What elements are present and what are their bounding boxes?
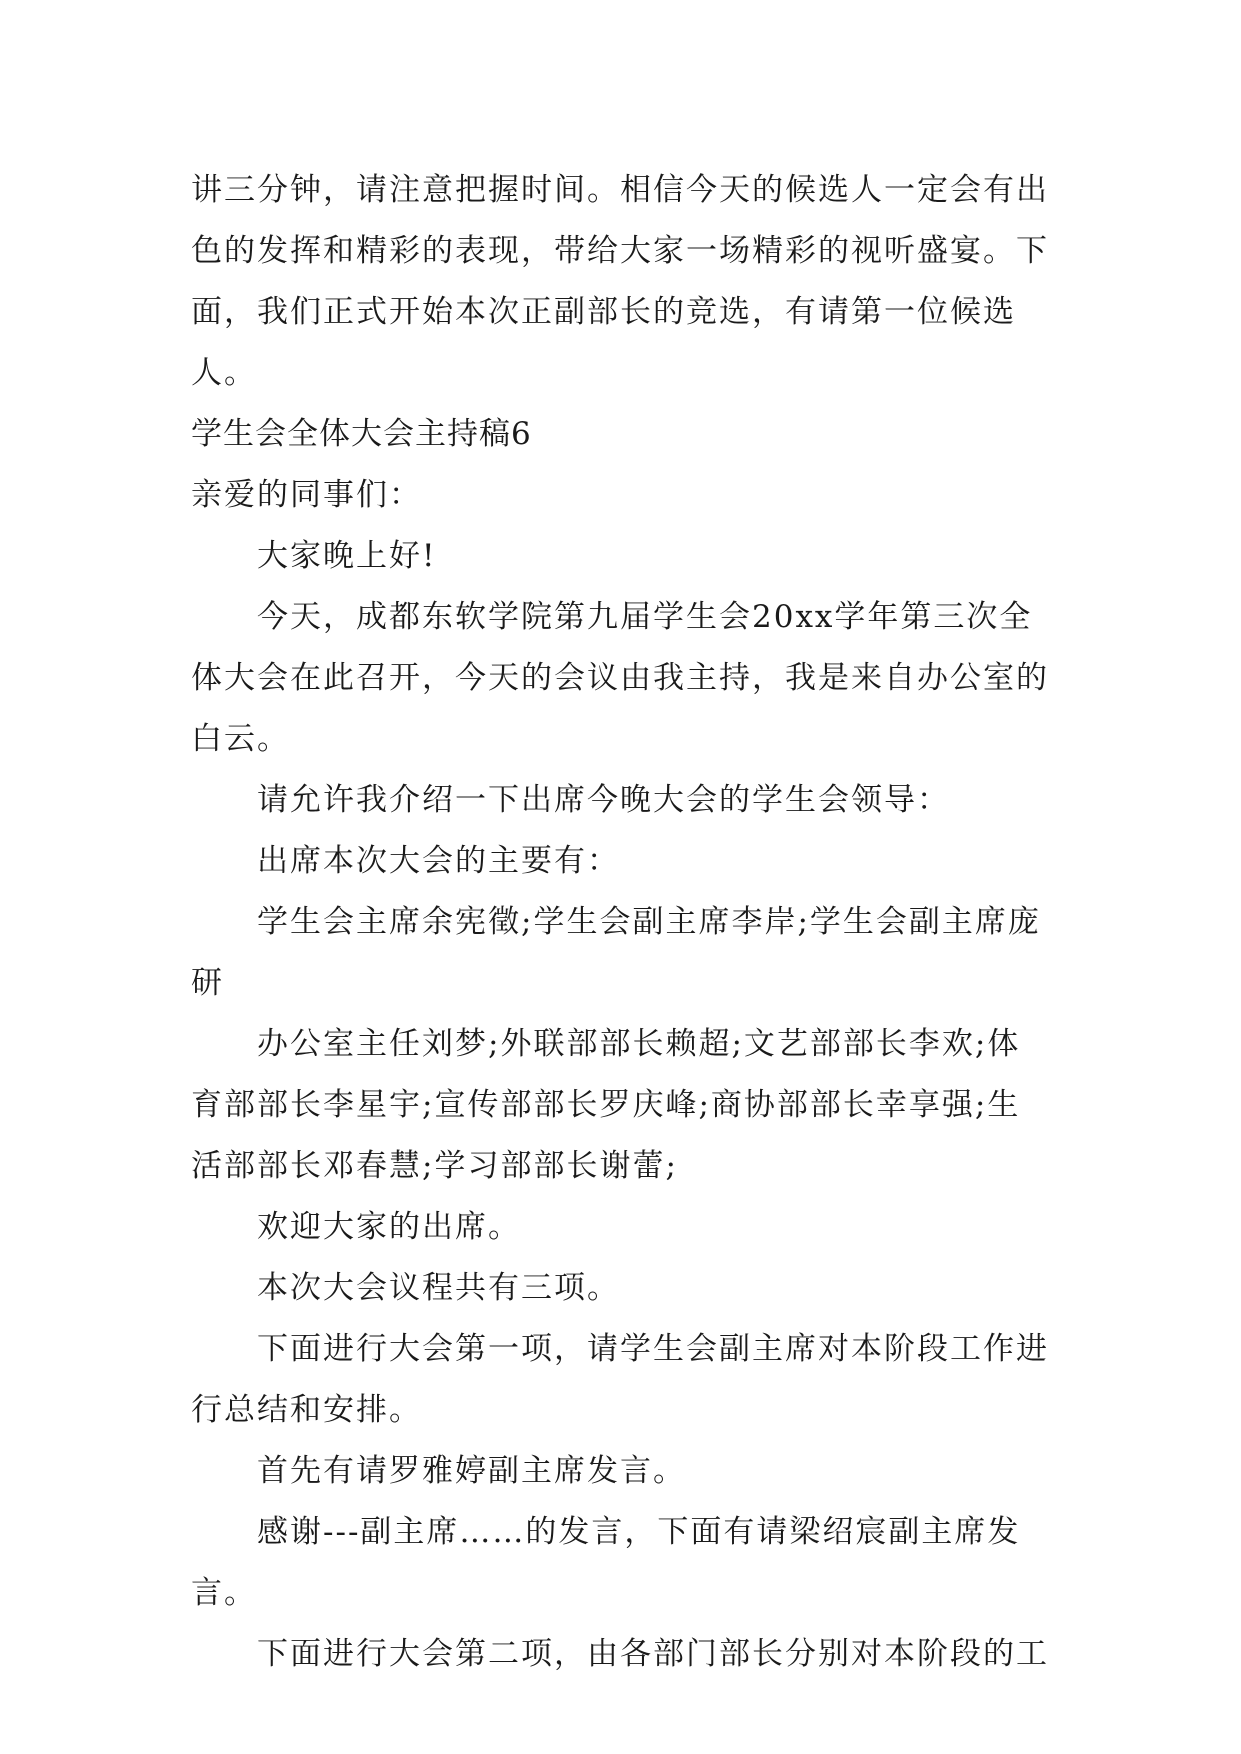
paragraph-agenda-item-1: 下面进行大会第一项，请学生会副主席对本阶段工作进行总结和安排。: [191, 1331, 1049, 1428]
greeting: 大家晚上好!: [257, 538, 437, 574]
paragraph-presidents: 学生会主席余宪徵;学生会副主席李岸;学生会副主席庞研: [191, 904, 1041, 1001]
paragraph-agenda: 本次大会议程共有三项。: [257, 1270, 620, 1306]
paragraph-attendees-intro: 出席本次大会的主要有：: [257, 843, 620, 879]
salutation: 亲爱的同事们：: [191, 477, 422, 513]
document-body: [191, 160, 1051, 1685]
paragraph-intro-continuation: 讲三分钟，请注意把握时间。相信今天的候选人一定会有出色的发挥和精彩的表现，带给大家一场精彩的视听盛宴。下面，我们正式开始本次正副部长的竞选，有请第一位候选人。: [191, 172, 1049, 391]
paragraph-introduce-leaders: 请允许我介绍一下出席今晚大会的学生会领导：: [257, 782, 950, 818]
paragraph-first-speaker: 首先有请罗雅婷副主席发言。: [257, 1453, 686, 1489]
paragraph-agenda-item-2: 下面进行大会第二项，由各部门部长分别对本阶段的工: [257, 1636, 1049, 1672]
section-heading: 学生会全体大会主持稿6: [191, 416, 532, 452]
paragraph-department-heads: 办公室主任刘梦;外联部部长赖超;文艺部部长李欢;体育部部长李星宇;宣传部部长罗庆峰;商协部部长幸享强;生活部部长邓春慧;学习部部长谢蕾;: [191, 1026, 1021, 1184]
paragraph-opening: 今天，成都东软学院第九届学生会20xx学年第三次全体大会在此召开，今天的会议由我主持，我是来自办公室的白云。: [191, 599, 1049, 757]
paragraph-second-speaker: 感谢---副主席……的发言，下面有请梁绍宸副主席发言。: [191, 1514, 1021, 1611]
paragraph-welcome: 欢迎大家的出席。: [257, 1209, 521, 1245]
